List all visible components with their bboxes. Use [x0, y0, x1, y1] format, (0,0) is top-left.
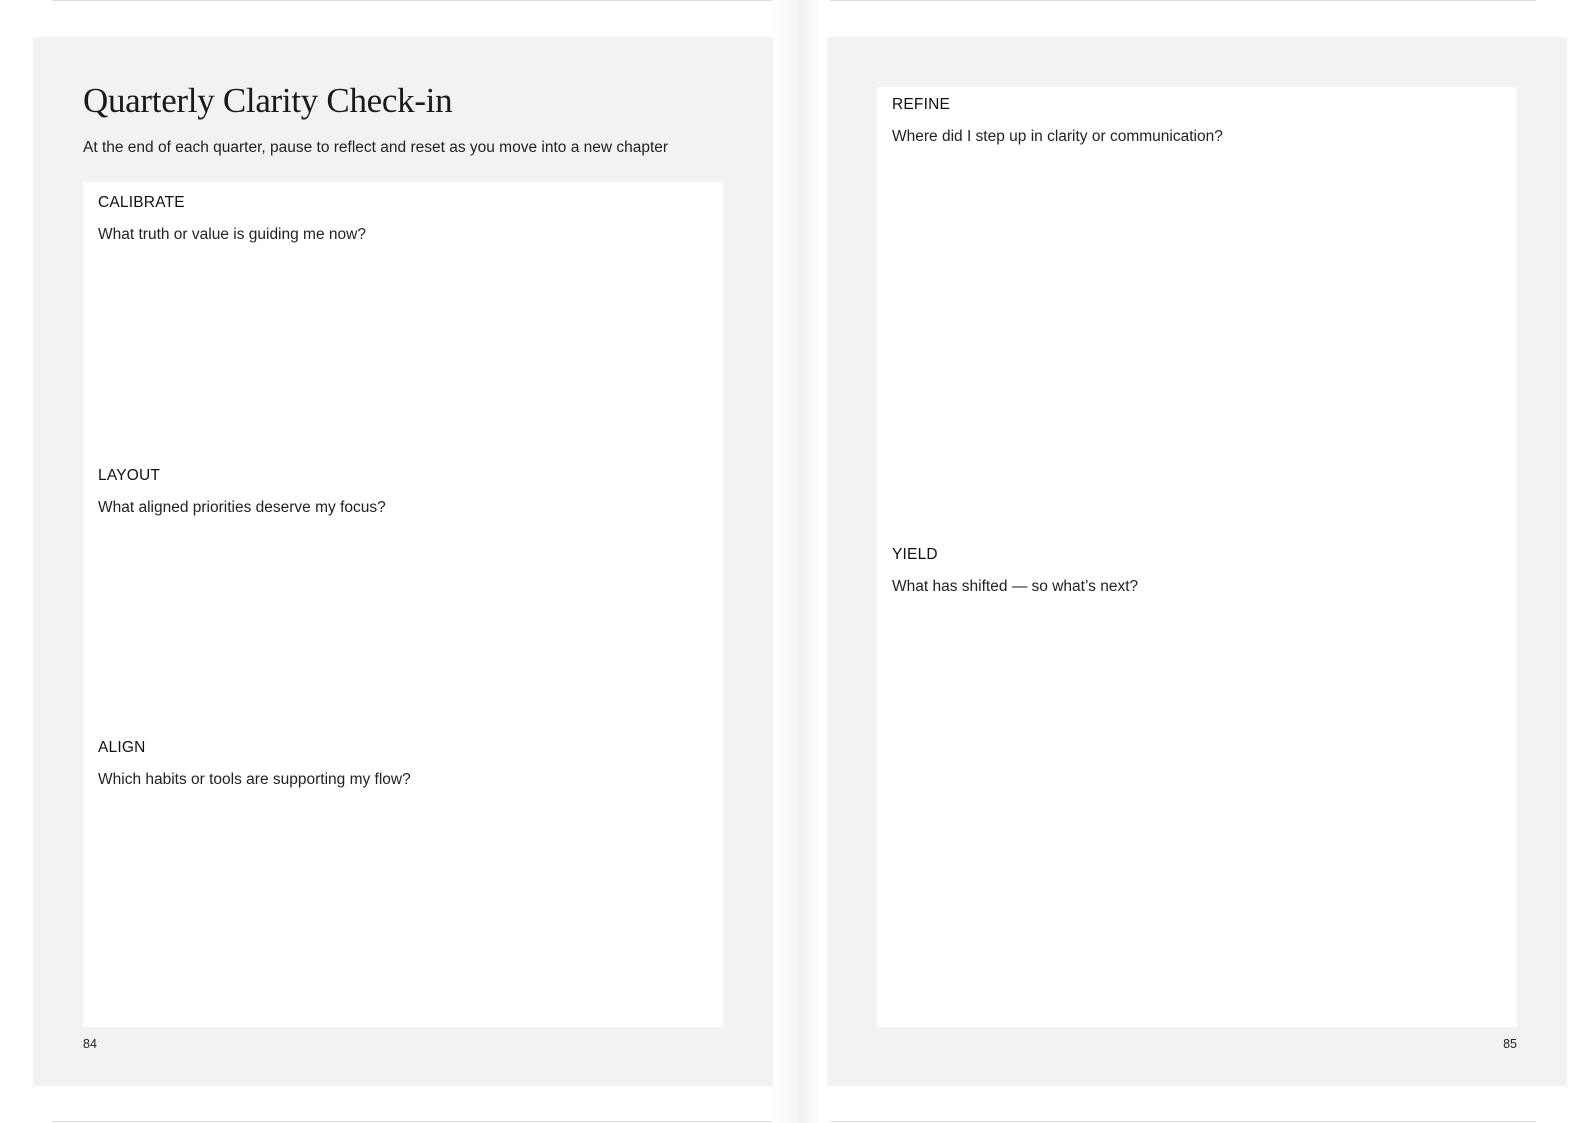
section-question: Where did I step up in clarity or communication? [892, 128, 1223, 145]
section-align [98, 737, 708, 791]
right-page [827, 37, 1567, 1086]
crop-line-bottom-left [52, 1121, 772, 1122]
section-question: Which habits or tools are supporting my flow? [98, 771, 411, 788]
section-refine [892, 94, 1502, 148]
section-calibrate [98, 192, 708, 246]
section-label: CALIBRATE [98, 194, 185, 211]
section-label: YIELD [892, 546, 938, 563]
section-yield [892, 544, 1502, 598]
journal-card-left [83, 182, 723, 1027]
section-label: ALIGN [98, 739, 146, 756]
page-number: 85 [1503, 1037, 1517, 1051]
crop-line-top-right [830, 0, 1536, 1]
section-question: What aligned priorities deserve my focus? [98, 499, 386, 516]
section-label: REFINE [892, 96, 951, 113]
page-title: Quarterly Clarity Check-in [83, 81, 453, 120]
crop-line-bottom-right [830, 1121, 1536, 1122]
section-layout [98, 465, 708, 519]
section-question: What has shifted — so what’s next? [892, 578, 1139, 595]
left-page [33, 37, 773, 1086]
page-subtitle: At the end of each quarter, pause to reflect and reset as you move into a new chapter [83, 139, 669, 156]
crop-line-top-left [52, 0, 772, 1]
book-gutter-shadow [770, 0, 820, 1123]
journal-card-right [877, 87, 1517, 1027]
page-number: 84 [83, 1037, 97, 1051]
section-label: LAYOUT [98, 467, 161, 484]
section-question: What truth or value is guiding me now? [98, 226, 366, 243]
